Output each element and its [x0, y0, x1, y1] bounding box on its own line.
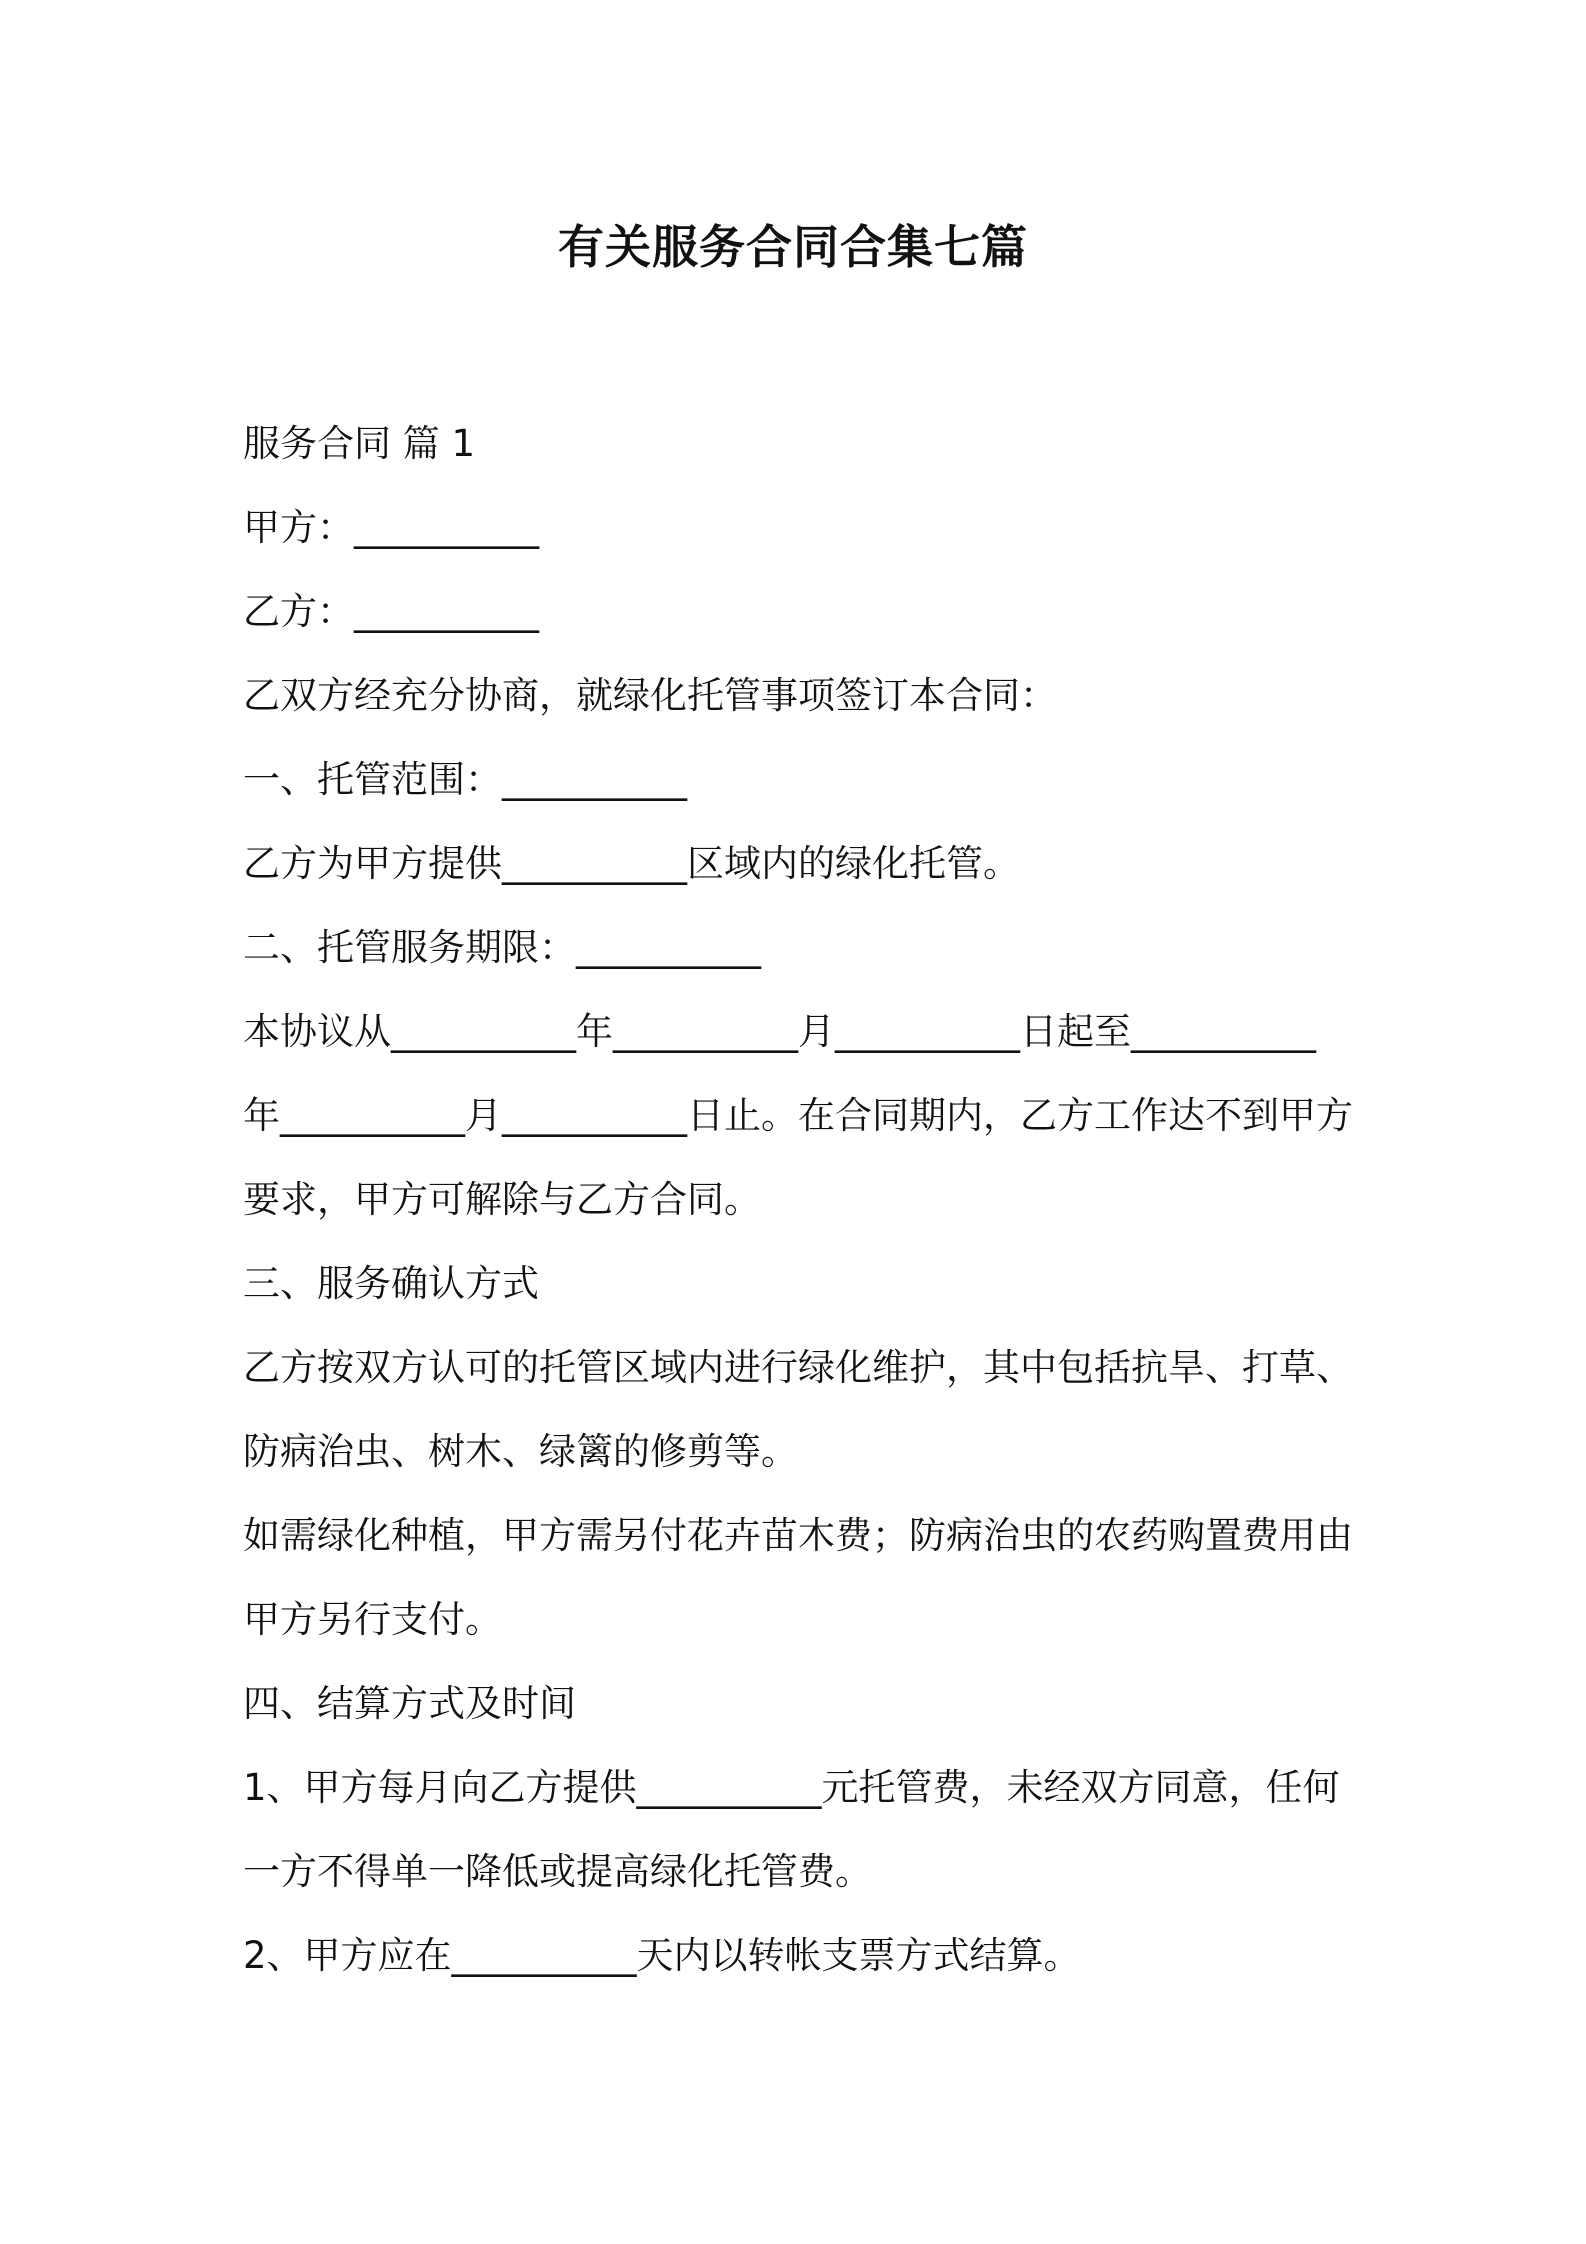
paragraph-line: 要求，甲方可解除与乙方合同。: [243, 1178, 761, 1221]
paragraph-line: 1、甲方每月向乙方提供__________元托管费，未经双方同意，任何: [243, 1766, 1340, 1809]
document-body: [243, 402, 1363, 1998]
clause-heading: 四、结算方式及时间: [243, 1682, 576, 1725]
paragraph-line: 乙方按双方认可的托管区域内进行绿化维护，其中包括抗旱、打草、: [243, 1346, 1353, 1389]
paragraph-line: 一方不得单一降低或提高绿化托管费。: [243, 1850, 872, 1893]
section-heading: 服务合同 篇 1: [243, 422, 476, 465]
clause-heading: 一、托管范围：__________: [243, 758, 687, 801]
paragraph-line: 防病治虫、树木、绿篱的修剪等。: [243, 1430, 798, 1473]
paragraph-line: 本协议从__________年__________月__________日起至__________: [243, 1010, 1316, 1053]
party-a-line: 甲方：__________: [243, 506, 539, 549]
party-b-line: 乙方：__________: [243, 590, 539, 633]
paragraph-line: 乙方为甲方提供__________区域内的绿化托管。: [243, 842, 1020, 885]
paragraph-line: 2、甲方应在__________天内以转帐支票方式结算。: [243, 1934, 1081, 1977]
paragraph-line: 如需绿化种植，甲方需另付花卉苗木费；防病治虫的农药购置费用由: [243, 1514, 1353, 1557]
paragraph-line: 年__________月__________日止。在合同期内，乙方工作达不到甲方: [243, 1094, 1353, 1137]
clause-heading: 三、服务确认方式: [243, 1262, 539, 1305]
document-title: 有关服务合同合集七篇: [558, 220, 1028, 274]
paragraph-line: 甲方另行支付。: [243, 1598, 502, 1641]
clause-heading: 二、托管服务期限：__________: [243, 926, 761, 969]
paragraph-line: 乙双方经充分协商，就绿化托管事项签订本合同：: [243, 674, 1057, 717]
